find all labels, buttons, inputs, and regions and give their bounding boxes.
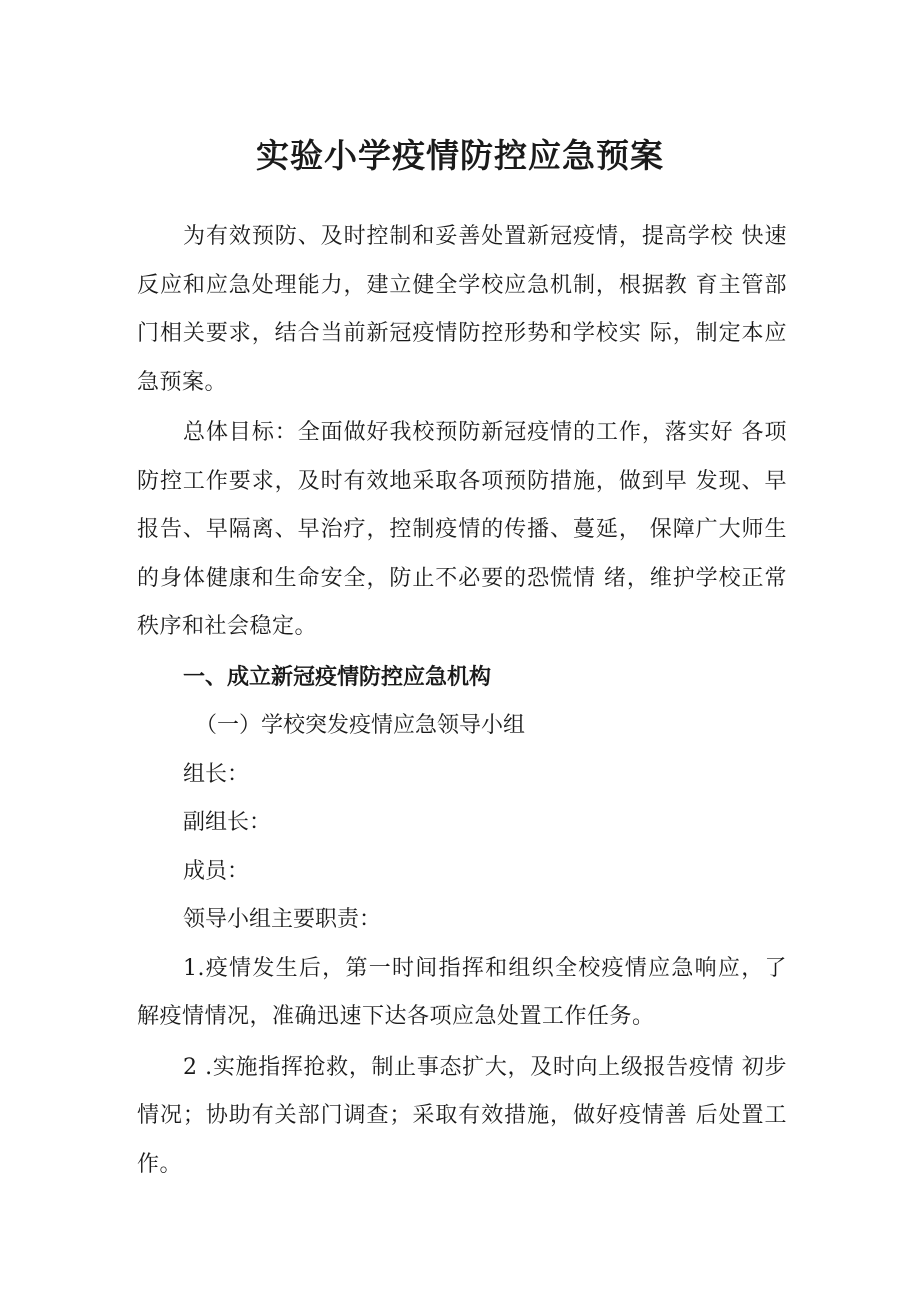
deputy-leader-line: 副组长： [183,810,272,835]
section-heading-1: 一、成立新冠疫情防控应急机构 [183,664,492,690]
subsection-heading-1: （一）学校突发疫情应急领导小组 [195,713,526,738]
duty-item-2: 2 .实施指挥抢救，制止事态扩大，及时向上级报告疫情 初步情况；协助有关部门调查；采取有效措施，做好疫情善 后处置工作。 [137,1054,787,1177]
document-body [137,213,787,1189]
duties-label: 领导小组主要职责： [183,907,382,932]
leader-line: 组长： [183,761,250,787]
duty-item-1: 1.疫情发生后，第一时间指挥和组织全校疫情应急响应，了解疫情情况，准确迅速下达各项应急处置工作任务。 [137,955,787,1029]
intro-paragraph: 为有效预防、及时控制和妥善处置新冠疫情，提高学校 快速反应和应急处理能力，建立健全学校应急机制，根据教 育主管部门相关要求，结合当前新冠疫情防控形势和学校实 际，制定本应急预案。 [137,224,787,395]
goal-paragraph: 总体目标：全面做好我校预防新冠疫情的工作，落实好 各项防控工作要求，及时有效地采取各项预防措施，做到早 发现、早报告、早隔离、早治疗，控制疫情的传播、蔓延， 保障广大师生的身体健康和生命安全，防止不必要的恐慌情 绪，维护学校正常秩序和社会稳定。 [137,420,787,639]
document-title: 实验小学疫情防控应急预案 [256,136,664,175]
members-line: 成员： [183,858,250,884]
